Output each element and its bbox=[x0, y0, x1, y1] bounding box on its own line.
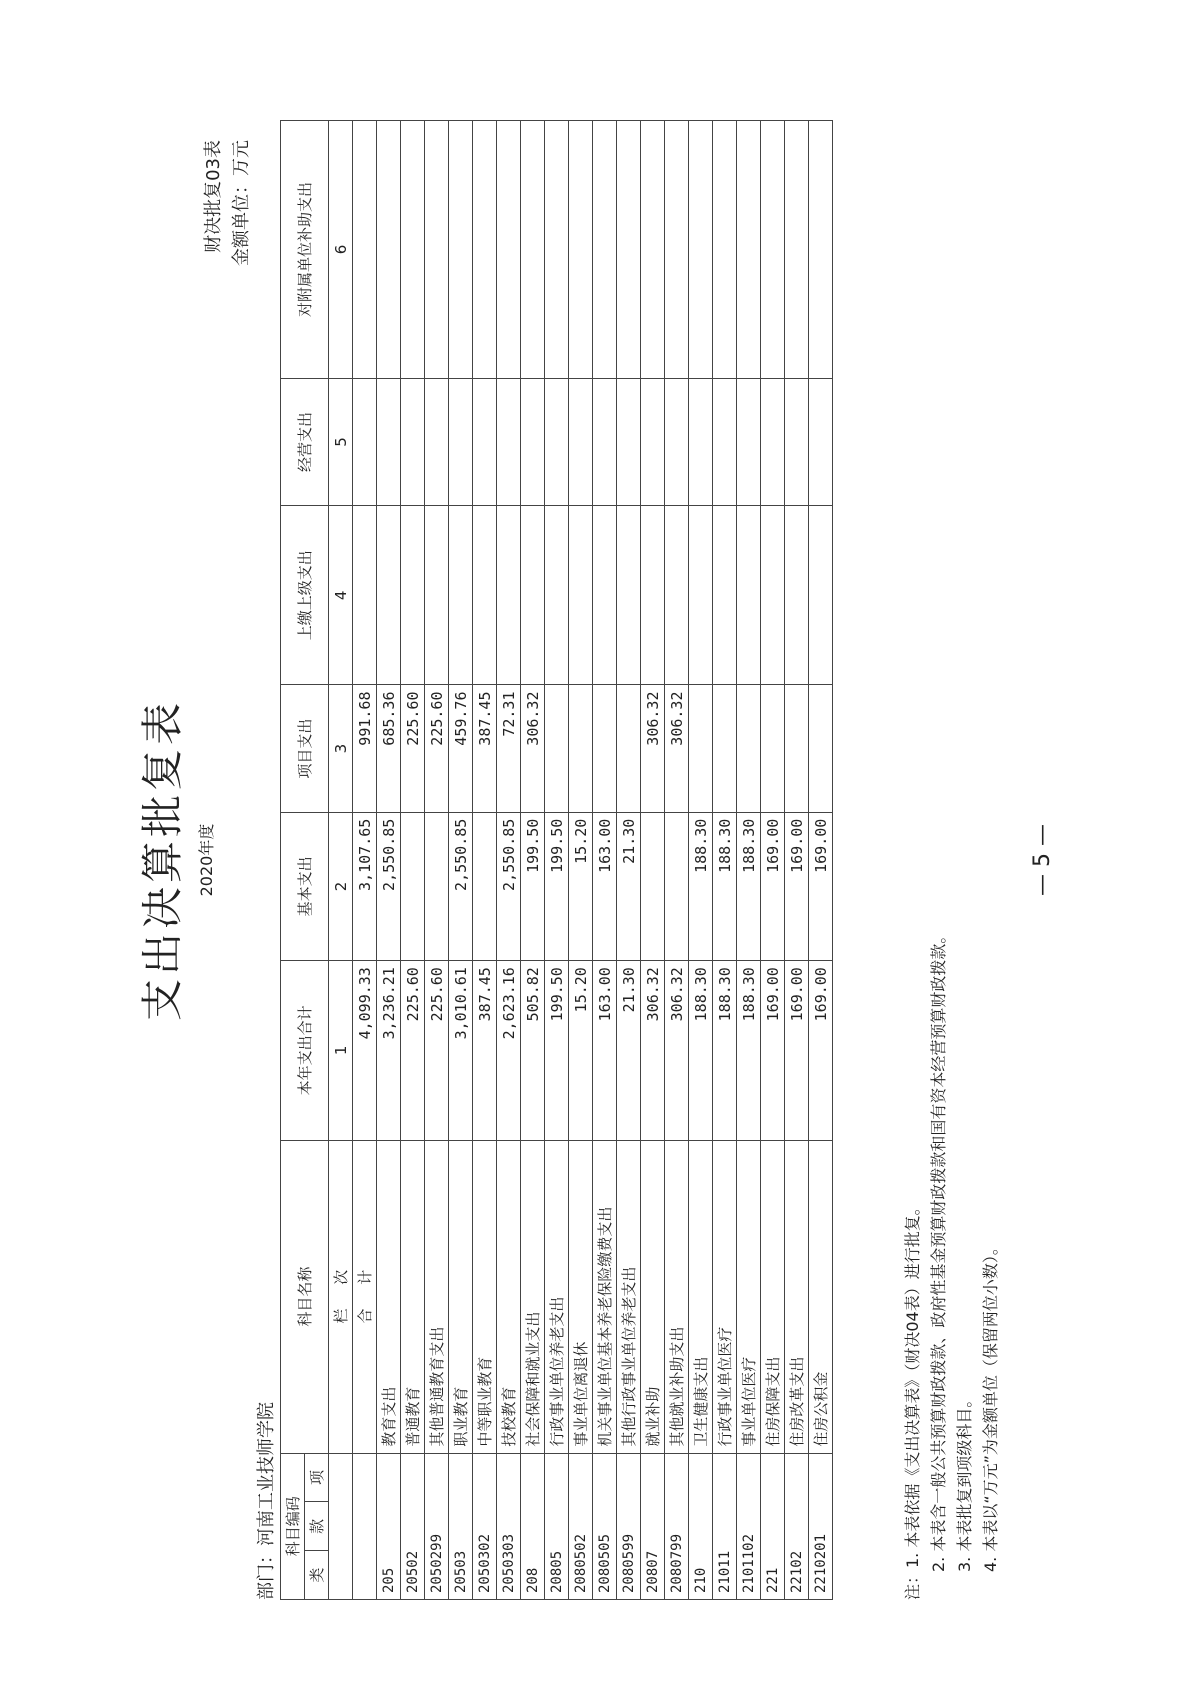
expenditure-table bbox=[280, 120, 833, 1600]
row-c2: 188.30 bbox=[737, 812, 761, 960]
page-number: — 5 — bbox=[1030, 824, 1055, 896]
empty-cell bbox=[785, 121, 809, 379]
table-body bbox=[377, 121, 833, 1600]
row-name: 职业教育 bbox=[449, 1140, 473, 1453]
form-header-right bbox=[200, 140, 256, 266]
empty-cell bbox=[737, 506, 761, 685]
row-c3 bbox=[713, 685, 737, 812]
row-code: 2080505 bbox=[593, 1453, 617, 1599]
empty-cell bbox=[641, 378, 665, 505]
row-c3: 306.32 bbox=[521, 685, 545, 812]
row-code: 2080599 bbox=[617, 1453, 641, 1599]
header-col-5: 经营支出 bbox=[281, 378, 329, 505]
amount-unit: 金额单位：万元 bbox=[231, 140, 252, 266]
table-row bbox=[689, 121, 713, 1600]
row-code: 208 bbox=[521, 1453, 545, 1599]
empty-cell bbox=[713, 121, 737, 379]
row-c3 bbox=[593, 685, 617, 812]
table-row bbox=[617, 121, 641, 1600]
header-name: 科目名称 bbox=[281, 1140, 329, 1453]
empty-cell bbox=[689, 506, 713, 685]
empty-cell bbox=[425, 506, 449, 685]
notes bbox=[900, 928, 1004, 1600]
row-c1: 169.00 bbox=[785, 961, 809, 1140]
row-name: 机关事业单位基本养老保险缴费支出 bbox=[593, 1140, 617, 1453]
row-c1: 199.50 bbox=[545, 961, 569, 1140]
row-c2: 2,550.85 bbox=[449, 812, 473, 960]
row-c2: 15.20 bbox=[569, 812, 593, 960]
row-c1: 163.00 bbox=[593, 961, 617, 1140]
empty-cell bbox=[425, 378, 449, 505]
table-row bbox=[473, 121, 497, 1600]
empty-cell bbox=[569, 121, 593, 379]
note-3: 3. 本表批复到项级科目。 bbox=[955, 1391, 974, 1572]
row-c1: 3,010.61 bbox=[449, 961, 473, 1140]
row-code: 20805 bbox=[545, 1453, 569, 1599]
table-row bbox=[425, 121, 449, 1600]
row-c2: 188.30 bbox=[713, 812, 737, 960]
row-name: 事业单位医疗 bbox=[737, 1140, 761, 1453]
row-c1: 15.20 bbox=[569, 961, 593, 1140]
empty-cell bbox=[521, 506, 545, 685]
table-row bbox=[497, 121, 521, 1600]
row-name: 就业补助 bbox=[641, 1140, 665, 1453]
empty-cell bbox=[473, 378, 497, 505]
row-c2 bbox=[473, 812, 497, 960]
row-name: 住房改革支出 bbox=[785, 1140, 809, 1453]
row-c2: 199.50 bbox=[521, 812, 545, 960]
row-c2: 169.00 bbox=[809, 812, 833, 960]
table-row bbox=[785, 121, 809, 1600]
row-code: 2210201 bbox=[809, 1453, 833, 1599]
row-c2: 199.50 bbox=[545, 812, 569, 960]
row-c2 bbox=[425, 812, 449, 960]
row-code: 20503 bbox=[449, 1453, 473, 1599]
empty-cell bbox=[377, 378, 401, 505]
empty-cell bbox=[785, 506, 809, 685]
header-col-3: 项目支出 bbox=[281, 685, 329, 812]
empty-cell bbox=[401, 506, 425, 685]
empty-cell bbox=[497, 378, 521, 505]
header-col-6: 对附属单位补助支出 bbox=[281, 121, 329, 379]
row-c1: 387.45 bbox=[473, 961, 497, 1140]
row-c1: 306.32 bbox=[641, 961, 665, 1140]
row-name: 社会保障和就业支出 bbox=[521, 1140, 545, 1453]
row-c2 bbox=[641, 812, 665, 960]
row-c2 bbox=[665, 812, 689, 960]
row-c3 bbox=[737, 685, 761, 812]
empty-cell bbox=[449, 506, 473, 685]
row-c2: 163.00 bbox=[593, 812, 617, 960]
empty-cell bbox=[785, 378, 809, 505]
empty-cell bbox=[665, 378, 689, 505]
row-name: 行政事业单位医疗 bbox=[713, 1140, 737, 1453]
empty-cell bbox=[497, 506, 521, 685]
row-c3: 225.60 bbox=[425, 685, 449, 812]
col-num-5: 5 bbox=[329, 378, 353, 505]
empty-cell bbox=[521, 378, 545, 505]
row-code: 20807 bbox=[641, 1453, 665, 1599]
table-row bbox=[761, 121, 785, 1600]
empty-cell bbox=[593, 121, 617, 379]
row-code: 2101102 bbox=[737, 1453, 761, 1599]
row-c3: 387.45 bbox=[473, 685, 497, 812]
empty-cell bbox=[425, 121, 449, 379]
row-c3 bbox=[761, 685, 785, 812]
row-c2: 21.30 bbox=[617, 812, 641, 960]
row-code: 205 bbox=[377, 1453, 401, 1599]
table-row bbox=[401, 121, 425, 1600]
row-c2: 169.00 bbox=[785, 812, 809, 960]
row-name: 其他行政事业单位养老支出 bbox=[617, 1140, 641, 1453]
note-4: 4. 本表以“万元”为金额单位（保留两位小数）。 bbox=[981, 1239, 1000, 1572]
empty-cell bbox=[569, 506, 593, 685]
header-col-1: 本年支出合计 bbox=[281, 961, 329, 1140]
empty-cell bbox=[545, 378, 569, 505]
row-code: 22102 bbox=[785, 1453, 809, 1599]
row-code: 221 bbox=[761, 1453, 785, 1599]
table-row bbox=[641, 121, 665, 1600]
empty-cell bbox=[521, 121, 545, 379]
row-c3 bbox=[617, 685, 641, 812]
row-name: 住房保障支出 bbox=[761, 1140, 785, 1453]
row-c1: 169.00 bbox=[809, 961, 833, 1140]
empty-cell bbox=[545, 121, 569, 379]
table-row bbox=[377, 121, 401, 1600]
empty-cell bbox=[713, 378, 737, 505]
table-row bbox=[713, 121, 737, 1600]
row-c3: 685.36 bbox=[377, 685, 401, 812]
row-c1: 505.82 bbox=[521, 961, 545, 1140]
table-row bbox=[809, 121, 833, 1600]
row-c1: 188.30 bbox=[713, 961, 737, 1140]
table-row bbox=[665, 121, 689, 1600]
note-1: 注：1. 本表依据《支出决算表》（财决04表）进行批复。 bbox=[903, 1199, 922, 1600]
header-class: 类 bbox=[305, 1551, 329, 1600]
header-col-4: 上缴上级支出 bbox=[281, 506, 329, 685]
table-row bbox=[569, 121, 593, 1600]
empty-cell bbox=[473, 506, 497, 685]
row-c2: 2,550.85 bbox=[497, 812, 521, 960]
row-c3 bbox=[785, 685, 809, 812]
header-row bbox=[281, 121, 305, 1600]
row-name: 教育支出 bbox=[377, 1140, 401, 1453]
row-name: 其他普通教育支出 bbox=[425, 1140, 449, 1453]
row-c1: 188.30 bbox=[737, 961, 761, 1140]
table-row bbox=[593, 121, 617, 1600]
document-title: 支出决算批复表 bbox=[138, 699, 187, 1022]
row-c3: 306.32 bbox=[641, 685, 665, 812]
empty-cell bbox=[713, 506, 737, 685]
row-name: 中等职业教育 bbox=[473, 1140, 497, 1453]
empty-cell bbox=[473, 121, 497, 379]
empty-cell bbox=[617, 378, 641, 505]
empty-cell bbox=[497, 121, 521, 379]
empty-cell bbox=[617, 506, 641, 685]
row-code: 2080502 bbox=[569, 1453, 593, 1599]
col-num-3: 3 bbox=[329, 685, 353, 812]
row-c3 bbox=[809, 685, 833, 812]
column-label: 栏 次 bbox=[329, 1140, 353, 1453]
row-code: 2050299 bbox=[425, 1453, 449, 1599]
department-label: 部门：河南工业技师学院 bbox=[256, 1402, 277, 1600]
column-number-row bbox=[329, 121, 353, 1600]
empty-cell bbox=[593, 378, 617, 505]
empty-cell bbox=[809, 506, 833, 685]
row-c1: 169.00 bbox=[761, 961, 785, 1140]
row-c1: 3,236.21 bbox=[377, 961, 401, 1140]
row-c1: 2,623.16 bbox=[497, 961, 521, 1140]
row-name: 住房公积金 bbox=[809, 1140, 833, 1453]
total-c3: 991.68 bbox=[353, 685, 377, 812]
row-code: 210 bbox=[689, 1453, 713, 1599]
row-code: 20502 bbox=[401, 1453, 425, 1599]
row-name: 其他就业补助支出 bbox=[665, 1140, 689, 1453]
row-c3 bbox=[569, 685, 593, 812]
row-c3 bbox=[689, 685, 713, 812]
row-c2: 2,550.85 bbox=[377, 812, 401, 960]
empty-cell bbox=[809, 378, 833, 505]
row-name: 技校教育 bbox=[497, 1140, 521, 1453]
row-c2: 169.00 bbox=[761, 812, 785, 960]
header-section: 款 bbox=[305, 1502, 329, 1551]
empty-cell bbox=[665, 121, 689, 379]
row-c2 bbox=[401, 812, 425, 960]
table-row bbox=[737, 121, 761, 1600]
empty-cell bbox=[689, 121, 713, 379]
empty-cell bbox=[809, 121, 833, 379]
note-2: 2. 本表含一般公共预算财政拨款、政府性基金预算财政拨款和国有资本经营预算财政拨款。 bbox=[929, 927, 948, 1572]
empty-cell bbox=[737, 121, 761, 379]
total-row bbox=[353, 121, 377, 1600]
row-c3: 72.31 bbox=[497, 685, 521, 812]
empty-cell bbox=[689, 378, 713, 505]
row-name: 卫生健康支出 bbox=[689, 1140, 713, 1453]
table-row bbox=[521, 121, 545, 1600]
empty-cell bbox=[449, 121, 473, 379]
row-code: 21011 bbox=[713, 1453, 737, 1599]
header-code: 科目编码 bbox=[281, 1453, 305, 1599]
total-label: 合 计 bbox=[353, 1140, 377, 1453]
empty-cell bbox=[665, 506, 689, 685]
empty-cell bbox=[569, 378, 593, 505]
row-code: 2050303 bbox=[497, 1453, 521, 1599]
total-c2: 3,107.65 bbox=[353, 812, 377, 960]
row-c3: 306.32 bbox=[665, 685, 689, 812]
col-num-2: 2 bbox=[329, 812, 353, 960]
header-item: 项 bbox=[305, 1453, 329, 1502]
empty-cell bbox=[617, 121, 641, 379]
row-c2: 188.30 bbox=[689, 812, 713, 960]
col-num-1: 1 bbox=[329, 961, 353, 1140]
empty-cell bbox=[761, 506, 785, 685]
empty-cell bbox=[761, 121, 785, 379]
empty-cell bbox=[377, 506, 401, 685]
row-name: 事业单位离退休 bbox=[569, 1140, 593, 1453]
row-c1: 306.32 bbox=[665, 961, 689, 1140]
table-row bbox=[545, 121, 569, 1600]
row-name: 行政事业单位养老支出 bbox=[545, 1140, 569, 1453]
total-c1: 4,099.33 bbox=[353, 961, 377, 1140]
row-c3 bbox=[545, 685, 569, 812]
empty-cell bbox=[377, 121, 401, 379]
empty-cell bbox=[545, 506, 569, 685]
empty-cell bbox=[761, 378, 785, 505]
col-num-6: 6 bbox=[329, 121, 353, 379]
empty-cell bbox=[449, 378, 473, 505]
empty-cell bbox=[401, 121, 425, 379]
form-number: 财决批复03表 bbox=[203, 140, 224, 253]
row-c1: 225.60 bbox=[401, 961, 425, 1140]
row-c3: 225.60 bbox=[401, 685, 425, 812]
fiscal-year: 2020年度 bbox=[197, 823, 216, 897]
row-code: 2080799 bbox=[665, 1453, 689, 1599]
row-c1: 225.60 bbox=[425, 961, 449, 1140]
table-row bbox=[449, 121, 473, 1600]
empty-cell bbox=[401, 378, 425, 505]
header-col-2: 基本支出 bbox=[281, 812, 329, 960]
document-sheet bbox=[90, 80, 1100, 1640]
row-code: 2050302 bbox=[473, 1453, 497, 1599]
row-c1: 188.30 bbox=[689, 961, 713, 1140]
empty-cell bbox=[641, 121, 665, 379]
empty-cell bbox=[641, 506, 665, 685]
col-num-4: 4 bbox=[329, 506, 353, 685]
empty-cell bbox=[737, 378, 761, 505]
row-c1: 21.30 bbox=[617, 961, 641, 1140]
row-name: 普通教育 bbox=[401, 1140, 425, 1453]
row-c3: 459.76 bbox=[449, 685, 473, 812]
empty-cell bbox=[593, 506, 617, 685]
